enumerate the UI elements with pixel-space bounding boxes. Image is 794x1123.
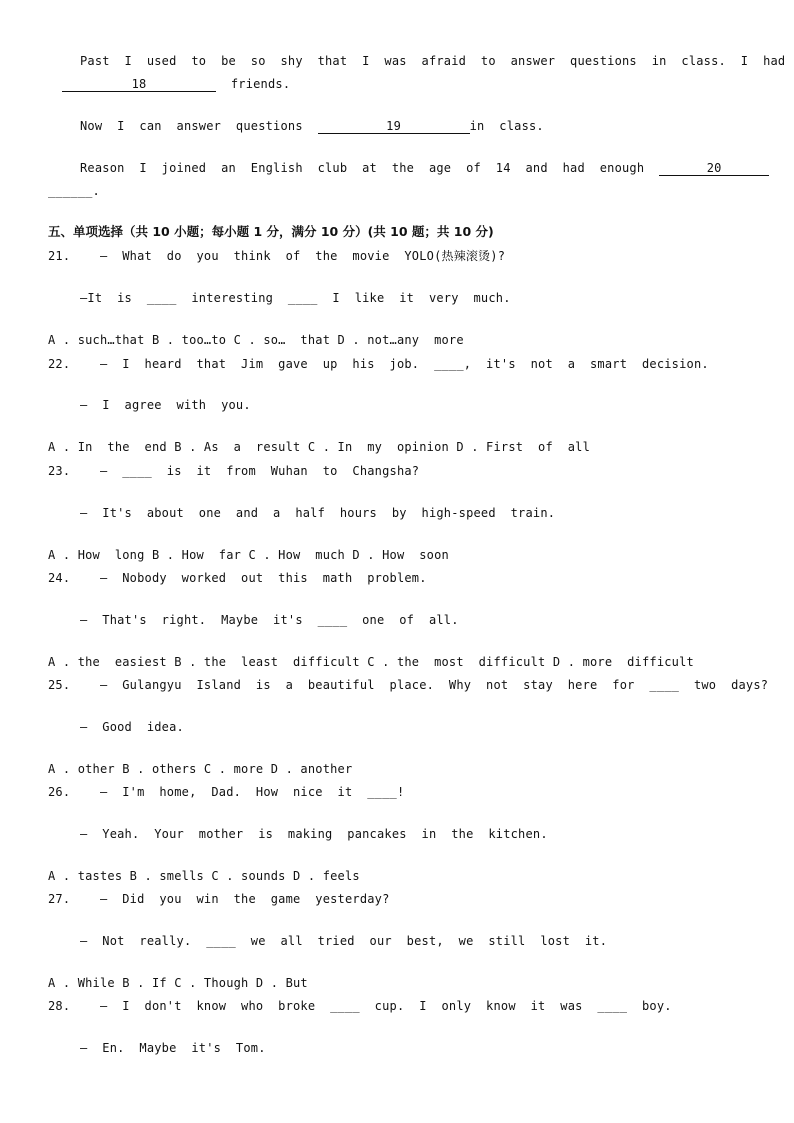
options-21[interactable]: A . such…that B . too…to C . so… that D . not…any more	[48, 333, 464, 347]
passage-past-line: Past I used to be so shy that I was afraid to answer questions in class. I had	[80, 54, 786, 68]
question-21: 21. — What do you think of the movie YOLO(热辣滚烫)?	[48, 249, 506, 263]
section-heading: 五、单项选择（共 10 小题；每小题 1 分，满分 10 分）(共 10 题；共 10 分)	[48, 224, 494, 239]
options-26[interactable]: A . tastes B . smells C . sounds D . feels	[48, 869, 360, 883]
passage-now-line	[80, 118, 544, 134]
question-22: 22. — I heard that Jim gave up his job. ____, it's not a smart decision.	[48, 357, 709, 371]
passage-now-suffix: in class.	[469, 119, 544, 133]
passage-now-prefix: Now I can answer questions	[80, 119, 303, 133]
dialogue-reply-26: — Yeah. Your mother is making pancakes in the kitchen.	[80, 827, 548, 841]
dialogue-reply-21: —It is ____ interesting ____ I like it very much.	[80, 291, 511, 305]
passage-reason-prefix: Reason I joined an English club at the age of 14 and had enough	[80, 161, 645, 175]
dialogue-reply-27: — Not really. ____ we all tried our best, we still lost it.	[80, 934, 608, 948]
dialogue-reply-22: — I agree with you.	[80, 398, 251, 412]
passage-reason-line	[80, 160, 769, 176]
options-23[interactable]: A . How long B . How far C . How much D . How soon	[48, 548, 449, 562]
question-28: 28. — I don't know who broke ____ cup. I only know it was ____ boy.	[48, 999, 672, 1013]
dialogue-reply-24: — That's right. Maybe it's ____ one of all.	[80, 613, 459, 627]
options-27[interactable]: A . While B . If C . Though D . But	[48, 976, 308, 990]
options-22[interactable]: A . In the end B . As a result C . In my opinion D . First of all	[48, 440, 590, 454]
passage-past-rest: friends.	[230, 77, 291, 91]
question-23: 23. — ____ is it from Wuhan to Changsha?	[48, 464, 420, 478]
question-24: 24. — Nobody worked out this math problem.	[48, 571, 427, 585]
options-25[interactable]: A . other B . others C . more D . another	[48, 762, 353, 776]
dialogue-reply-25: — Good idea.	[80, 720, 184, 734]
passage-reason-line-2: ______.	[48, 184, 100, 198]
dialogue-reply-23: — It's about one and a half hours by high-speed train.	[80, 506, 556, 520]
options-24[interactable]: A . the easiest B . the least difficult C . the most difficult D . more difficult	[48, 655, 694, 669]
question-27: 27. — Did you win the game yesterday?	[48, 892, 390, 906]
question-26: 26. — I'm home, Dad. How nice it ____!	[48, 785, 405, 799]
question-25: 25. — Gulangyu Island is a beautiful place. Why not stay here for ____ two days?	[48, 678, 769, 692]
passage-past-line-2	[62, 76, 290, 92]
answer-blank-20[interactable]: 20	[659, 162, 769, 176]
answer-blank-19[interactable]: 19	[318, 120, 470, 134]
dialogue-reply-28: — En. Maybe it's Tom.	[80, 1041, 266, 1055]
answer-blank-18[interactable]: 18	[62, 78, 216, 92]
